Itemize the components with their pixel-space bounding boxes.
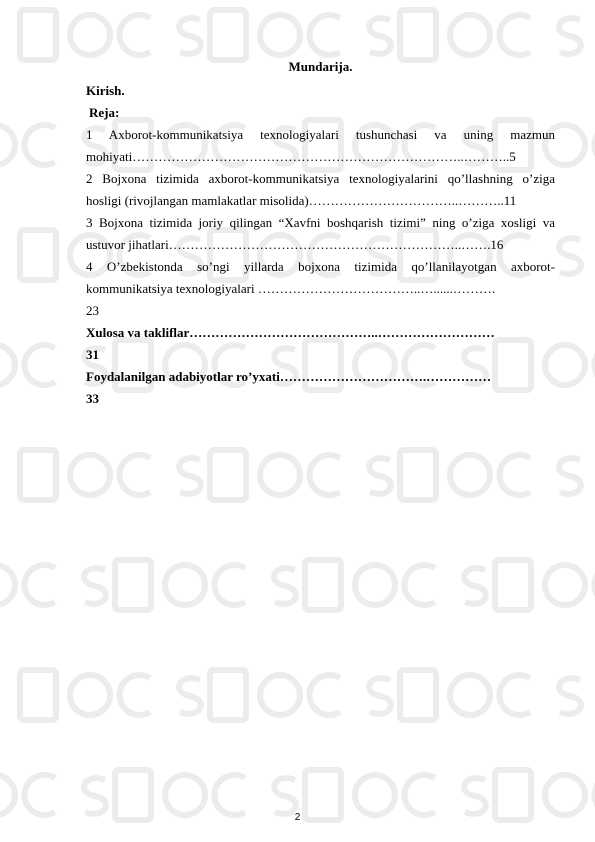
toc-page-number: 33 xyxy=(86,391,99,406)
toc-entry-text: 4 O’zbekistonda so’ngi yillarda bojxona tizimida qo’llanilayotgan axborot- xyxy=(86,259,555,274)
toc-entry-2 xyxy=(86,168,555,212)
toc-entry-text: kommunikatsiya texnologiyalari ………………………………..…......………. xyxy=(86,281,496,296)
toc-entry-3 xyxy=(86,212,555,256)
toc-entry-text: ustuvor jihatlari…………………………………………………………..…….16 xyxy=(86,237,504,252)
toc-entry-text: mohiyati…………………………………………………………………..………..5 xyxy=(86,149,516,164)
plan-heading: Reja: xyxy=(89,105,120,120)
toc-entry-text: 3 Bojxona tizimida joriy qilingan “Xavfni boshqarish tizimi” ning o’ziga xosligi va xyxy=(86,215,555,230)
toc-conclusion xyxy=(86,322,555,366)
toc-page-number: 23 xyxy=(86,303,99,318)
table-of-contents xyxy=(86,56,555,410)
toc-entry-1 xyxy=(86,124,555,168)
toc-references xyxy=(86,366,555,410)
toc-entry-text: 2 Bojxona tizimida axborot-kommunikatsiya texnologiyalarini qo’llashning o’ziga xyxy=(86,171,555,186)
toc-entry-text: Foydalanilgan adabiyotlar ro’yxati…………………………….…………… xyxy=(86,369,492,384)
toc-entry-text: 1 Axborot-kommunikatsiya texnologiyalari tushunchasi va uning mazmun xyxy=(86,127,555,142)
intro-heading: Kirish. xyxy=(86,83,125,98)
toc-entry-4 xyxy=(86,256,555,322)
page-title: Mundarija. xyxy=(288,59,353,74)
toc-entry-text: hosligi (rivojlangan mamlakatlar misolida)……………………………..………..11 xyxy=(86,193,517,208)
toc-page-number: 31 xyxy=(86,347,99,362)
toc-entry-text: Xulosa va takliflar……………………………………..……………………… xyxy=(86,325,495,340)
page-number: 2 xyxy=(294,812,301,823)
